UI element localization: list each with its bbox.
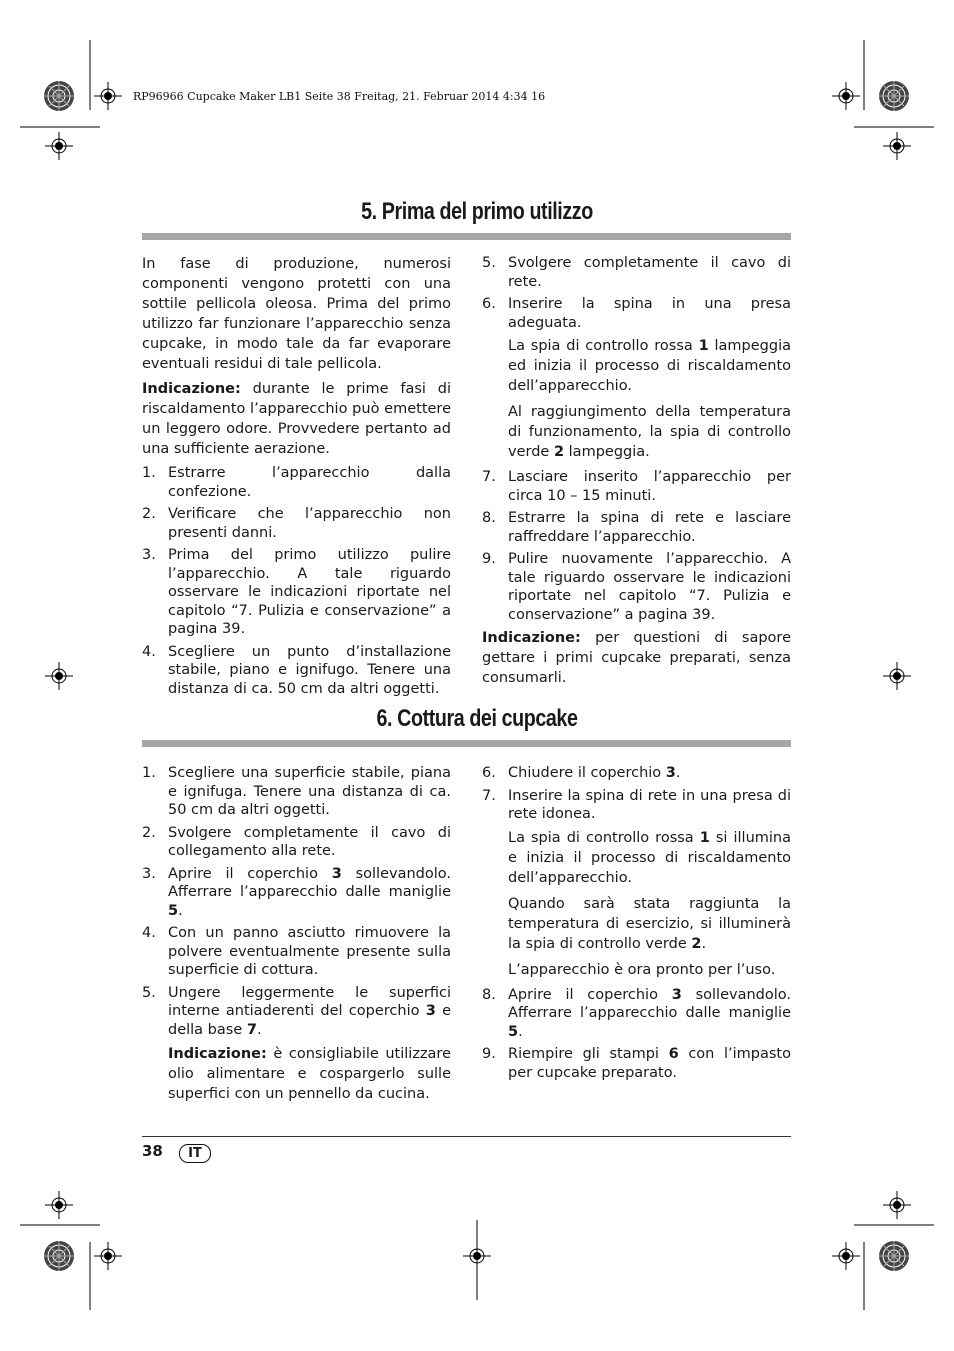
list-item: 6. Inserire la spina in una presa adeguata.: [482, 296, 791, 331]
steps-list: [482, 986, 791, 1083]
section-5-rule: [142, 233, 791, 240]
list-item: 5. Svolgere completamente il cavo di rete.: [482, 255, 791, 290]
footer-rule: [142, 1136, 791, 1137]
section-6-rule: [142, 740, 791, 747]
list-item: 4. Con un panno asciutto rimuovere la polvere eventualmente presente sulla superficie di cottura.: [142, 925, 451, 978]
note-text: è consigliabile utilizzare olio alimentare e cospargerlo sulle superfici con un pennello da cucina.: [168, 1046, 451, 1102]
list-item: 1. Estrarre l’apparecchio dalla confezione.: [142, 465, 451, 500]
list-item: 8. Estrarre la spina di rete e lasciare raffreddare l’apparecchio.: [482, 510, 791, 545]
sub-paragraph: La spia di controllo rossa 1 lampeggia ed inizia il processo di riscaldamento dell’apparecchio.: [508, 338, 791, 394]
section-6-title: 6. Cottura dei cupcake: [376, 705, 578, 732]
note-label: Indicazione:: [482, 630, 581, 646]
list-item: 9. Riempire gli stampi 6 con l’impasto per cupcake preparato.: [482, 1046, 791, 1081]
note-paragraph: [482, 628, 791, 688]
section-6-left-column: [142, 764, 451, 1110]
steps-list: [482, 764, 791, 824]
sub-paragraph: La spia di controllo rossa 1 si illumina e inizia il processo di riscaldamento dell’apparecchio.: [508, 829, 791, 886]
list-item: 3. Aprire il coperchio 3 sollevandolo. Afferrare l’apparecchio dalle maniglie 5.: [142, 865, 451, 919]
page-number: 38: [142, 1142, 163, 1160]
list-item: 9. Pulire nuovamente l’apparecchio. A tale riguardo osservare le indicazioni riportate nel capitolo “7. Pulizia e conservazione” a pagina 39.: [482, 551, 791, 623]
sub-paragraph: L’apparecchio è ora pronto per l’uso.: [508, 961, 776, 978]
note-label: Indicazione:: [168, 1046, 267, 1062]
section-5-left-column: [142, 254, 451, 702]
list-item: 7. Inserire la spina di rete in una presa di rete idonea.: [482, 787, 791, 822]
sub-paragraph: Al raggiungimento della temperatura di funzionamento, la spia di controllo verde 2 lampeggia.: [508, 404, 791, 460]
list-item: 7. Lasciare inserito l’apparecchio per circa 10 – 15 minuti.: [482, 469, 791, 504]
steps-list: [482, 468, 791, 624]
steps-list: [142, 464, 451, 698]
steps-list: [142, 764, 451, 1039]
list-item: 8. Aprire il coperchio 3 sollevandolo. Afferrare l’apparecchio dalle maniglie 5.: [482, 986, 791, 1040]
note-paragraph: [142, 379, 451, 459]
note-label: Indicazione:: [142, 381, 241, 397]
section-5-right-column: [482, 254, 791, 693]
list-item: 2. Svolgere completamente il cavo di collegamento alla rete.: [142, 824, 451, 859]
steps-list: [482, 254, 791, 332]
note-text: per questioni di sapore gettare i primi cupcake preparati, senza consumarli.: [482, 630, 791, 686]
list-item: 4. Scegliere un punto d’installazione stabile, piano e ignifugo. Tenere una distanza di ca. 50 cm da altri oggetti.: [142, 643, 451, 697]
list-item: 1. Scegliere una superficie stabile, piana e ignifuga. Tenere una distanza di ca. 50 cm da altri oggetti.: [142, 765, 451, 818]
list-item: 2. Verificare che l’apparecchio non presenti danni.: [142, 506, 451, 541]
list-item: 5. Ungere leggermente le superfici interne antiaderenti del coperchio 3 e della base 7.: [142, 984, 451, 1038]
note-text: durante le prime fasi di riscaldamento l’apparecchio può emettere un leggero odore. Provvedere pertanto ad una sufficiente aerazione.: [142, 381, 451, 457]
section-5-title: 5. Prima del primo utilizzo: [361, 198, 593, 225]
language-badge: IT: [179, 1144, 211, 1163]
note-paragraph: [142, 1044, 451, 1104]
intro-paragraph: In fase di produzione, numerosi componenti vengono protetti con una sottile pellicola oleosa. Prima del primo utilizzo far funzionare l’apparecchio senza cupcake, in modo tale da far evaporare eventuali residui di tale pellicola.: [142, 256, 451, 372]
list-item: 6. Chiudere il coperchio 3.: [482, 765, 681, 781]
print-header: RP96966 Cupcake Maker LB1 Seite 38 Freitag, 21. Februar 2014 4:34 16: [133, 90, 546, 103]
section-6-right-column: [482, 764, 791, 1086]
list-item: 3. Prima del primo utilizzo pulire l’apparecchio. A tale riguardo osservare le indicazioni riportate nel capitolo “7. Pulizia e conservazione” a pagina 39.: [142, 547, 451, 637]
sub-paragraph: Quando sarà stata raggiunta la temperatura di esercizio, si illuminerà la spia di controllo verde 2.: [508, 895, 791, 952]
